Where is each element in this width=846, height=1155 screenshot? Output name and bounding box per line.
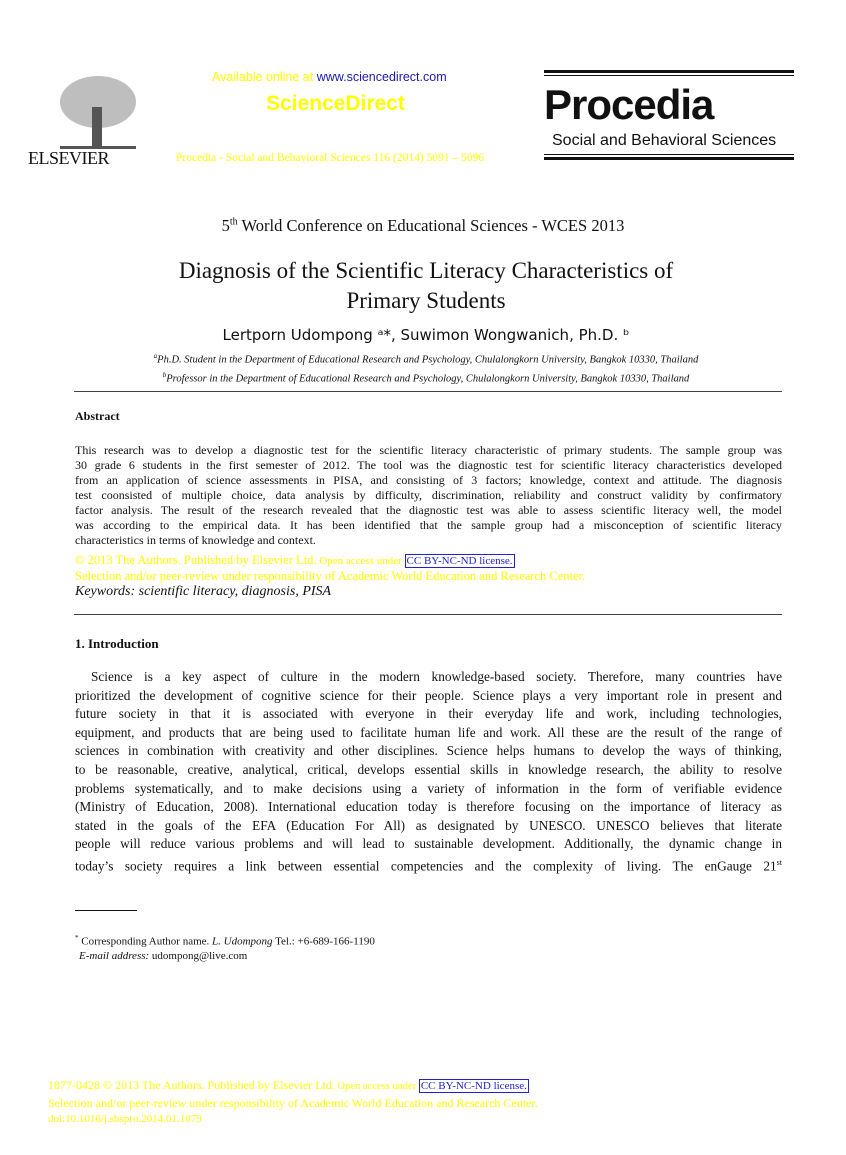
divider bbox=[74, 614, 782, 615]
footnote-star: * bbox=[75, 934, 79, 942]
text-line: was according to the empirical data. It has been identified that the sample group had a misconception of scientific literacy bbox=[75, 518, 782, 532]
text-line: sciences in combination with creativity and other disciplines. Science helps humans to develop the ways of thinking, bbox=[75, 743, 782, 759]
available-label: Available online at bbox=[212, 70, 317, 84]
paper-title bbox=[0, 256, 846, 316]
conference-title: World Conference on Educational Sciences - WCES 2013 bbox=[237, 216, 625, 235]
publisher-name: ELSEVIER bbox=[28, 148, 109, 168]
affiliation-text: Professor in the Department of Educational Research and Psychology, Chulalongkorn University, Bangkok 10330, Thailand bbox=[166, 373, 690, 384]
footnote bbox=[75, 931, 375, 963]
abstract-selection: Selection and/or peer-review under responsibility of Academic World Education and Research Center. bbox=[75, 569, 586, 583]
text-line: people will reduce various problems and will lead to sustainable development. Additionally, the dynamic change in bbox=[75, 836, 782, 852]
affiliation-sup: b bbox=[162, 370, 167, 379]
footnote-rule bbox=[75, 910, 137, 911]
footer bbox=[48, 1077, 538, 1127]
title-line: Diagnosis of the Scientific Literacy Characteristics of bbox=[178, 258, 674, 283]
affiliation-b bbox=[0, 368, 846, 387]
text-line: Science is a key aspect of culture in the modern knowledge-based society. Therefore, many countries have bbox=[91, 669, 782, 684]
abstract-copyright bbox=[75, 553, 515, 568]
footnote-label: Corresponding Author name. bbox=[78, 935, 213, 948]
issn-text: 1877-0428 © 2013 The Authors. Published by Elsevier Ltd. bbox=[48, 1078, 335, 1092]
title-line: Primary Students bbox=[346, 288, 506, 313]
divider bbox=[74, 391, 782, 392]
text-line: future society in that it is associated with everyone in their everyday life and work, including technologies, bbox=[75, 706, 782, 722]
text-line: prioritized the development of cognitive science for their people. Science plays a very important role in present and bbox=[75, 687, 782, 703]
procedia-logo bbox=[544, 70, 794, 160]
affiliation-sup: a bbox=[153, 352, 158, 360]
footnote-author bbox=[75, 931, 375, 949]
intro-heading: 1. Introduction bbox=[75, 636, 159, 651]
text-line: problems systematically, and to make decisions using a variety of information in the form of verifiable evidence bbox=[75, 780, 782, 796]
conference-number: 5 bbox=[221, 216, 230, 235]
affiliation-a bbox=[0, 349, 846, 368]
text-line: (Ministry of Education, 2008). International education today is therefore focusing on the importance of literacy as bbox=[75, 799, 782, 815]
copyright-text: © 2013 The Authors. Published by Elsevier Ltd. bbox=[75, 553, 317, 567]
conference-sup: th bbox=[229, 216, 238, 228]
available-online bbox=[212, 70, 447, 84]
open-access-text: Open access under bbox=[316, 555, 405, 567]
authors: Lertporn Udompong ᵃ*, Suwimon Wongwanich, Ph.D. ᵇ bbox=[222, 326, 630, 344]
sciencedirect-link[interactable]: www.sciencedirect.com bbox=[316, 70, 447, 84]
superscript: st bbox=[776, 857, 782, 867]
text-line: equipment, and products that are being used to facilitate human life and work. All these are the result of the range of bbox=[75, 724, 782, 740]
license-link[interactable]: CC BY-NC-ND license. bbox=[420, 1080, 527, 1092]
text-line: stated in the goals of the EFA (Education For All) as designated by UNESCO. UNESCO believes that literate bbox=[75, 817, 782, 833]
open-access-text: Open access under bbox=[334, 1081, 419, 1092]
keywords: Keywords: scientific literacy, diagnosis, PISA bbox=[75, 584, 332, 599]
conference-name bbox=[0, 216, 846, 236]
procedia-subtitle: Social and Behavioral Sciences bbox=[552, 132, 777, 149]
email-label: E-mail address: bbox=[79, 949, 150, 962]
email-value: udompong@live.com bbox=[149, 949, 248, 962]
affiliations bbox=[0, 349, 846, 386]
text-line: today’s society requires a link between essential competencies and the complexity of living. The enGauge 21st bbox=[75, 857, 782, 874]
text-line: 30 grade 6 students in the first semester of 2012. The tool was the diagnostic test for scientific literacy characteristics developed bbox=[75, 458, 782, 472]
footer-selection: Selection and/or peer-review under responsibility of Academic World Education and Research Center. bbox=[48, 1096, 538, 1110]
footnote-email bbox=[79, 949, 375, 963]
text-line: characteristics in terms of knowledge and context. bbox=[75, 533, 316, 547]
text-line: from an application of science assessments in PISA, and consisting of 3 factors; knowledge, context and attitude. The diagnosis bbox=[75, 473, 782, 487]
footnote-name: L. Udompong bbox=[212, 935, 273, 948]
license-link[interactable]: CC BY-NC-ND license. bbox=[406, 555, 513, 567]
intro-body bbox=[75, 668, 782, 873]
elsevier-tree-logo bbox=[56, 72, 140, 150]
footnote-tel: Tel.: +6-689-166-1190 bbox=[272, 935, 375, 948]
text-line: to be reasonable, creative, analytical, critical, develops essential skills in knowledge research, the ability to resolve bbox=[75, 761, 782, 777]
text-line: test coonsisted of multiple choice, data analysis by difficulty, discrimination, reliability and construct validity by confirmatory bbox=[75, 488, 782, 502]
text-line: factor analysis. The result of the research revealed that the diagnostic test was able to assess scientific literacy well, the model bbox=[75, 503, 782, 517]
footer-issn bbox=[48, 1077, 538, 1095]
footer-doi: doi:10.1016/j.sbspro.2014.01.1079 bbox=[48, 1113, 202, 1125]
sciencedirect-logo: ScienceDirect bbox=[266, 92, 405, 115]
affiliation-text: Ph.D. Student in the Department of Educational Research and Psychology, Chulalongkorn University, Bangkok 10330, Thailand bbox=[157, 354, 699, 366]
abstract-body bbox=[75, 443, 782, 548]
text-line: This research was to develop a diagnostic test for the scientific literacy characteristic of primary students. The sample group was bbox=[75, 443, 782, 457]
journal-reference: Procedia - Social and Behavioral Sciences 116 (2014) 5091 – 5096 bbox=[176, 152, 485, 164]
abstract-heading: Abstract bbox=[75, 409, 120, 423]
procedia-title: Procedia bbox=[544, 81, 714, 128]
